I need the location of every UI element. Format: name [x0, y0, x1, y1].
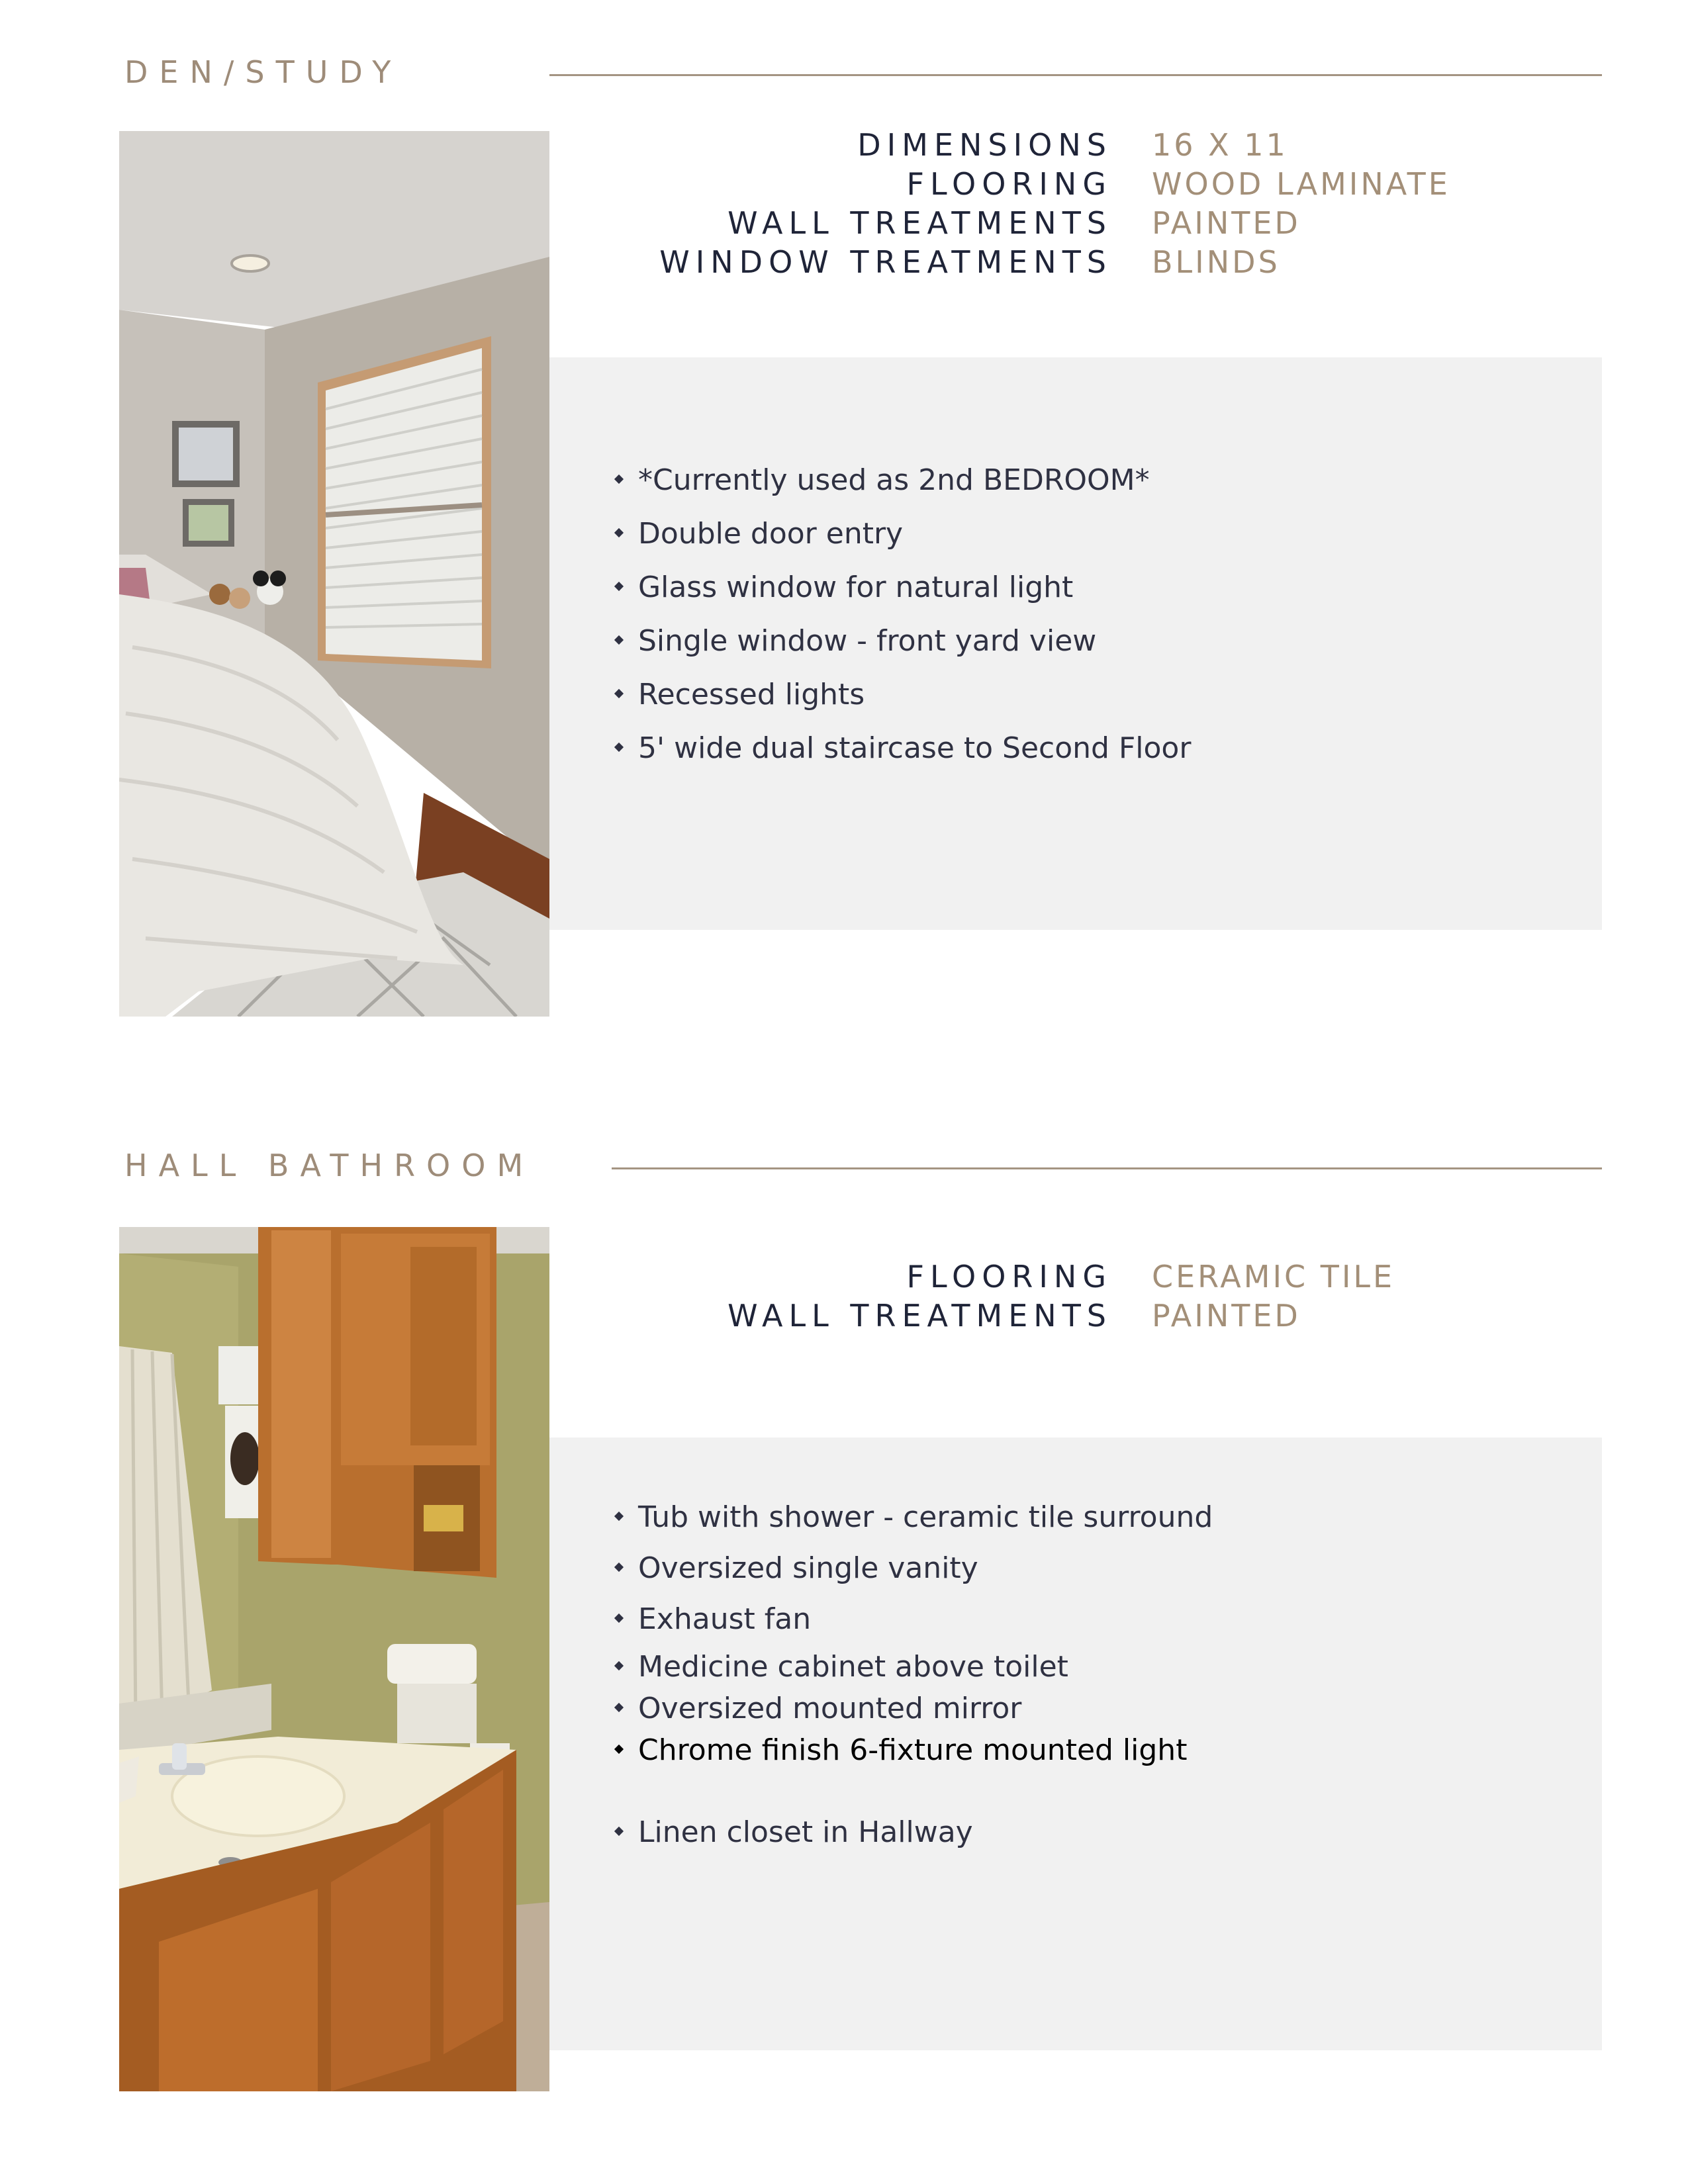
spec-value: PAINTED — [1152, 205, 1301, 241]
spec-label: WINDOW TREATMENTS — [659, 244, 1112, 280]
den-spec-row — [516, 204, 1301, 243]
bullet-diamond-icon — [614, 1512, 624, 1521]
spec-label: DIMENSIONS — [857, 127, 1112, 163]
list-item — [616, 1692, 1021, 1725]
bullet-diamond-icon — [614, 1703, 624, 1712]
den-section-title: DEN/STUDY — [124, 54, 402, 90]
spec-value: 16 X 11 — [1152, 127, 1288, 163]
feature-text: *Currently used as 2nd BEDROOM* — [638, 463, 1150, 497]
spec-label: FLOORING — [906, 166, 1112, 202]
list-item — [616, 678, 865, 711]
spec-label: FLOORING — [906, 1259, 1112, 1295]
bullet-diamond-icon — [614, 582, 624, 591]
list-item — [616, 1602, 811, 1636]
den-spec-row — [516, 126, 1288, 165]
feature-text: Linen closet in Hallway — [638, 1815, 973, 1849]
list-item — [616, 624, 1096, 658]
list-item — [616, 1733, 1187, 1767]
feature-text: Glass window for natural light — [638, 570, 1074, 604]
spec-value: BLINDS — [1152, 244, 1280, 280]
feature-text: Exhaust fan — [638, 1602, 812, 1636]
spec-value: PAINTED — [1152, 1298, 1301, 1334]
bullet-diamond-icon — [614, 1661, 624, 1670]
feature-text: Recessed lights — [638, 678, 865, 711]
feature-text: Single window - front yard view — [638, 624, 1097, 658]
bath-specs — [516, 1257, 1395, 1336]
feature-text: Oversized mounted mirror — [638, 1692, 1022, 1725]
den-specs — [516, 126, 1450, 282]
feature-text: Oversized single vanity — [638, 1551, 978, 1585]
spec-value: CERAMIC TILE — [1152, 1259, 1395, 1295]
feature-text: Tub with shower - ceramic tile surround — [638, 1500, 1213, 1534]
bullet-diamond-icon — [614, 689, 624, 698]
list-item — [616, 463, 1150, 497]
bullet-diamond-icon — [614, 1614, 624, 1623]
bullet-diamond-icon — [614, 528, 624, 537]
list-item — [616, 731, 1191, 765]
spec-value: WOOD LAMINATE — [1152, 166, 1450, 202]
bullet-diamond-icon — [614, 1745, 624, 1754]
bullet-diamond-icon — [614, 1827, 624, 1836]
den-spec-row — [516, 165, 1450, 204]
list-item — [616, 1500, 1213, 1534]
den-spec-row — [516, 243, 1280, 282]
bullet-diamond-icon — [614, 635, 624, 645]
spec-label: WALL TREATMENTS — [727, 1298, 1112, 1334]
bath-section-title: HALL BATHROOM — [124, 1148, 535, 1183]
feature-text: Double door entry — [638, 517, 904, 551]
list-item — [616, 1815, 973, 1849]
spec-label: WALL TREATMENTS — [727, 205, 1112, 241]
bullet-diamond-icon — [614, 1563, 624, 1572]
bath-spec-row — [516, 1297, 1301, 1336]
list-item — [616, 570, 1073, 604]
list-item — [616, 517, 903, 551]
list-item — [616, 1650, 1068, 1684]
bath-spec-row — [516, 1257, 1395, 1297]
feature-text: Medicine cabinet above toilet — [638, 1650, 1068, 1684]
bath-photo — [119, 1227, 549, 2091]
bullet-diamond-icon — [614, 743, 624, 752]
feature-text: Chrome finish 6-fixture mounted light — [638, 1733, 1188, 1767]
bath-title-rule — [612, 1167, 1602, 1169]
feature-text: 5' wide dual staircase to Second Floor — [638, 731, 1192, 765]
den-title-rule — [549, 74, 1602, 76]
bullet-diamond-icon — [614, 475, 624, 484]
list-item — [616, 1551, 978, 1585]
den-photo — [119, 131, 549, 1017]
